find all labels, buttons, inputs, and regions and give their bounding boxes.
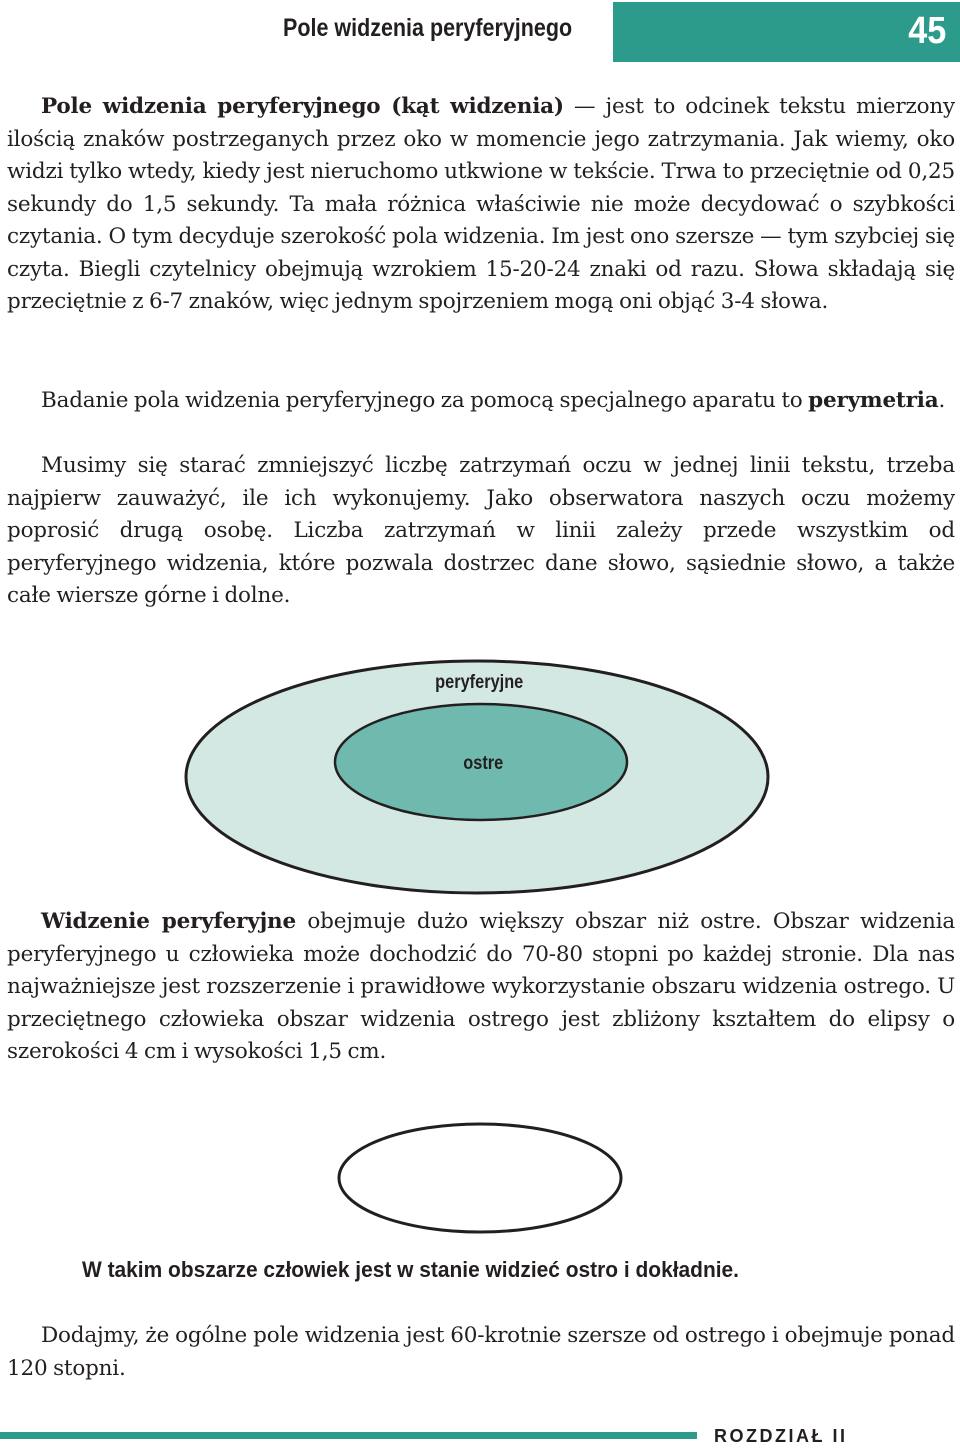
page-number: 45 bbox=[907, 10, 946, 52]
sharp-label: ostre bbox=[463, 753, 504, 774]
paragraph-perymetria-text: Badanie pola widzenia peryferyjnego za pomocą specjalnego aparatu to bbox=[41, 388, 809, 413]
term-widzenie-peryferyjne: Widzenie peryferyjne bbox=[41, 909, 296, 934]
paragraph-peripheral-text: obejmuje dużo większy obszar niż ostre. Obszar widzenia peryferyjnego u człowieka może dochodzić do 70-80 stopni po każdej stronie. Dla nas najważniejsze jest rozszerzenie i prawidłowe wykorzystanie obszaru widzenia ostrego. U przeciętnego człowieka obszar widzenia ostrego jest zbliżony kształtem do elipsy o szerokości 4 cm i wysokości 1,5 cm. bbox=[7, 909, 955, 1064]
paragraph-perymetria: Badanie pola widzenia peryferyjnego za pomocą specjalnego aparatu to perymetria. bbox=[41, 388, 946, 413]
chapter-label: ROZDZIAŁ II bbox=[714, 1426, 848, 1446]
term-pole-widzenia: Pole widzenia peryferyjnego (kąt widzenia) bbox=[41, 94, 564, 119]
footer-accent-bar bbox=[0, 1432, 697, 1439]
running-title: Pole widzenia peryferyjnego bbox=[283, 14, 573, 42]
peripheral-label: peryferyjne bbox=[435, 672, 524, 693]
paragraph-fixations-text: Musimy się starać zmniejszyć liczbę zatrzymań oczu w jednej linii tekstu, trzeba najpierw zauważyć, ile ich wykonujemy. Jako obserwatora naszych oczu możemy poprosić drugą osobę. Liczba zatrzymań w linii zależy przede wszystkim od peryferyjnego widzenia, które pozwala dostrzec dane słowo, sąsiednie słowo, a także całe wiersze górne i dolne. bbox=[7, 453, 955, 608]
term-perymetria: perymetria bbox=[808, 388, 939, 413]
paragraph-general-field bbox=[7, 1320, 955, 1385]
paragraph-peripheral bbox=[7, 906, 955, 1069]
sharp-field-ellipse bbox=[339, 1124, 621, 1232]
paragraph-definition-text: — jest to odcinek tekstu mierzony ilością znaków postrzeganych przez oko w momencie jego zatrzymania. Jak wiemy, oko widzi tylko wtedy, kiedy jest nieruchomo utkwione w tekście. Trwa to przeciętnie od 0,25 sekundy do 1,5 sekundy. Ta mała różnica właściwie nie może decydować o szybkości czytania. O tym decyduje szerokość pola widzenia. Im jest ono szersze — tym szybciej się czyta. Biegli czytelnicy obejmują wzrokiem 15-20-24 znaki od razu. Słowa składają się przeciętnie z 6-7 znaków, więc jednym spojrzeniem mogą oni objąć 3-4 słowa. bbox=[7, 94, 955, 314]
caption: W takim obszarze człowiek jest w stanie widzieć ostro i dokładnie. bbox=[82, 1257, 740, 1282]
paragraph-general-field-text: Dodajmy, że ogólne pole widzenia jest 60-krotnie szersze od ostrego i obejmuje ponad 120 stopni. bbox=[7, 1323, 955, 1381]
